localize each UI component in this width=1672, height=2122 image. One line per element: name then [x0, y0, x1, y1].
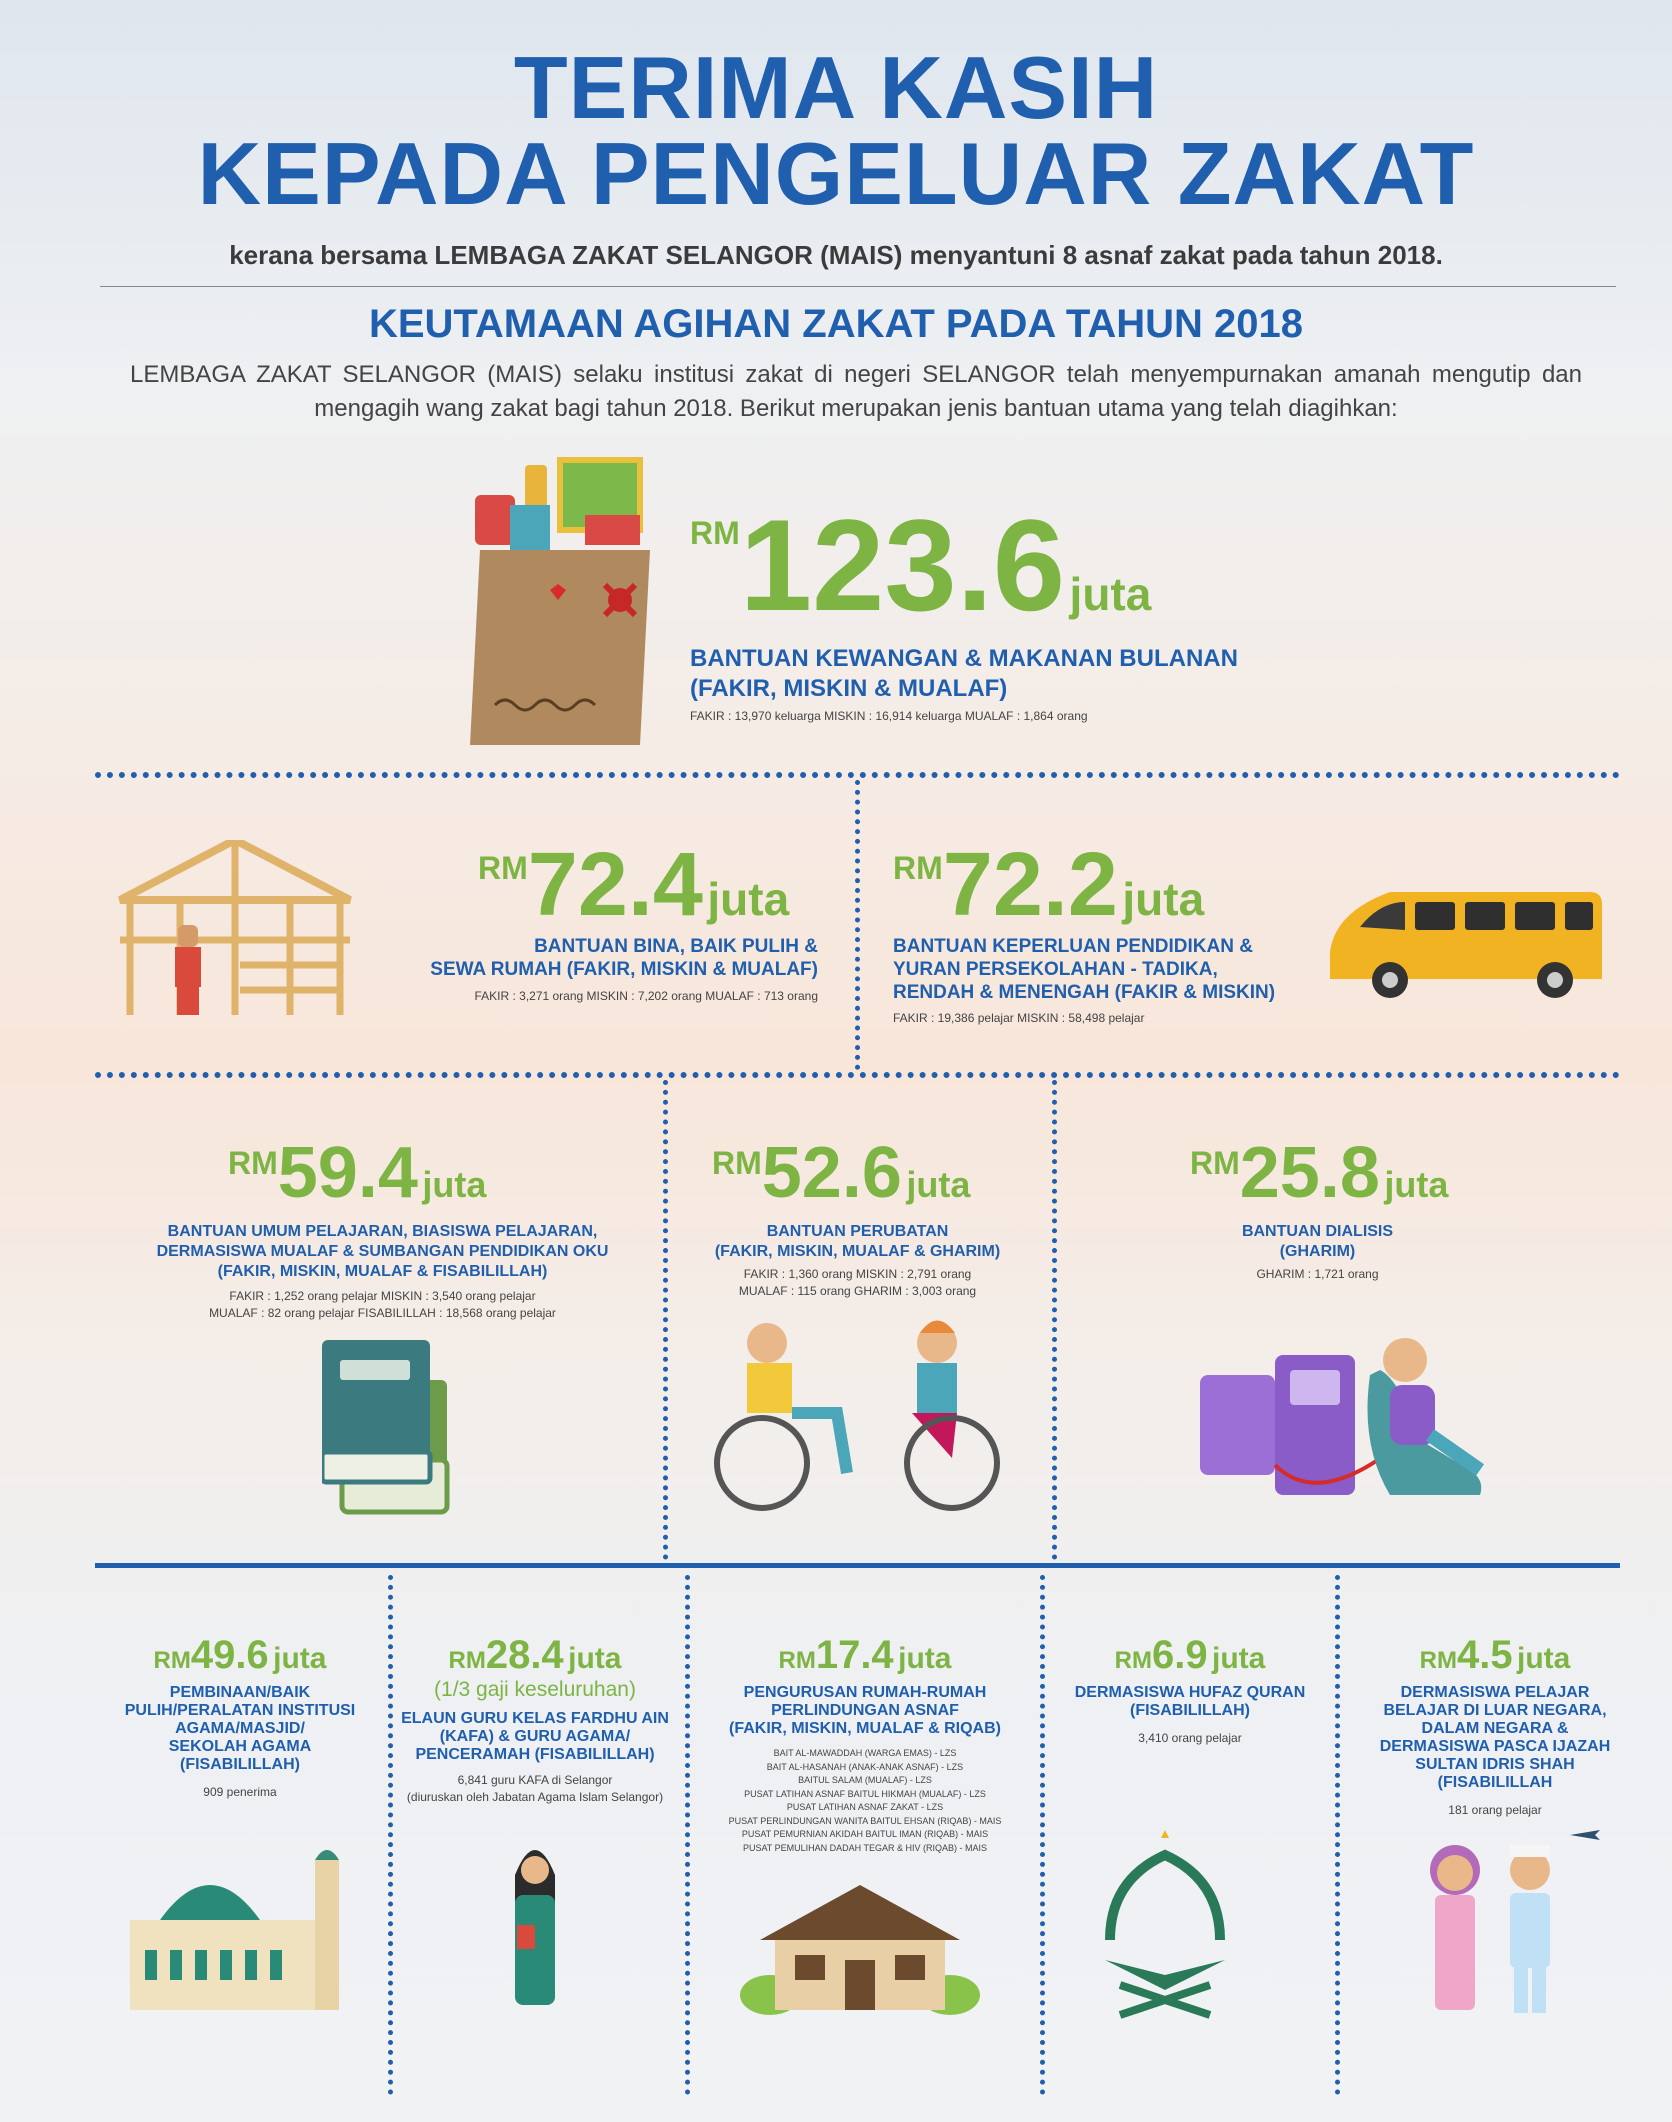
- shelter-homes-list: [700, 1747, 1030, 1855]
- amount-dialysis: RM25.8 juta: [1190, 1133, 1449, 1213]
- dotted-divider: [1052, 1080, 1057, 1560]
- currency-label: RM: [690, 515, 740, 551]
- subtitle: kerana bersama LEMBAGA ZAKAT SELANGOR (MAIS) menyantuni 8 asnaf zakat pada tahun 2018.: [229, 240, 1443, 270]
- title-line-1: TERIMA KASIH: [513, 38, 1159, 137]
- students-icon: [1410, 1825, 1610, 2020]
- dotted-divider: [1040, 1575, 1045, 2095]
- details-kafa: 6,841 guru KAFA di Selangor (diuruskan oleh Jabatan Agama Islam Selangor): [406, 1773, 664, 1804]
- dotted-divider: [95, 1072, 1620, 1078]
- teacher-icon: [505, 1835, 565, 2015]
- amount-medical: RM52.6 juta: [712, 1133, 971, 1213]
- amount-education-fees: RM72.2 juta: [893, 835, 1205, 935]
- label-religious: PEMBINAAN/BAIK PULIH/PERALATAN INSTITUSI AGAMA/MASJID/ SEKOLAH AGAMA (FISABILILLAH): [124, 1684, 356, 1773]
- label-scholarship: BANTUAN UMUM PELAJARAN, BIASISWA PELAJARAN, DERMASISWA MUALAF & SUMBANGAN PENDIDIKAN OKU (FAKIR, MISKIN, MUALAF & FISABILILLAH): [156, 1223, 609, 1280]
- amount-hufaz: RM6.9 juta: [1114, 1633, 1266, 1677]
- amount-value: 123.6: [739, 492, 1066, 638]
- grocery-bag-icon: [455, 455, 670, 745]
- list-item: PUSAT LATIHAN ASNAF ZAKAT - LZS: [786, 1802, 944, 1812]
- list-item: PUSAT PEMURNIAN AKIDAH BAITUL IMAN (RIQAB) - MAIS: [741, 1829, 989, 1839]
- label-education-fees: BANTUAN KEPERLUAN PENDIDIKAN & YURAN PERSEKOLAHAN - TADIKA, RENDAH & MENENGAH (FAKIR & MISKIN): [893, 936, 1276, 1003]
- details-overseas: 181 orang pelajar: [1448, 1803, 1542, 1817]
- amount-monthly: [690, 492, 1152, 638]
- books-icon: [322, 1340, 452, 1515]
- section-divider: [95, 1563, 1620, 1568]
- label-kafa: ELAUN GURU KELAS FARDHU AIN (KAFA) & GURU AGAMA/ PENCERAMAH (FISABILILLAH): [401, 1710, 669, 1763]
- details-housing: FAKIR : 3,271 orang MISKIN : 7,202 orang MUALAF : 713 orang: [474, 989, 818, 1003]
- school-van-icon: [1320, 882, 1620, 1002]
- list-item: BAIT AL-HASANAH (ANAK-ANAK ASNAF) - LZS: [766, 1761, 964, 1772]
- label-housing: BANTUAN BINA, BAIK PULIH & SEWA RUMAH (FAKIR, MISKIN & MUALAF): [430, 936, 818, 980]
- amount-religious: RM49.6 juta: [153, 1633, 327, 1677]
- label-medical: BANTUAN PERUBATAN (FAKIR, MISKIN, MUALAF & GHARIM): [714, 1223, 1001, 1260]
- intro-text: LEMBAGA ZAKAT SELANGOR (MAIS) selaku institusi zakat di negeri SELANGOR telah menyempurnakan amanah mengutip dan mengagih wang zakat bagi tahun 2018. Berikut merupakan jenis bantuan utama yang telah diagihkan:: [130, 361, 1582, 422]
- list-item: PUSAT LATIHAN ASNAF BAITUL HIKMAH (MUALAF) - LZS: [744, 1788, 986, 1799]
- dotted-divider: [95, 772, 1620, 778]
- list-item: BAIT AL-MAWADDAH (WARGA EMAS) - LZS: [773, 1748, 957, 1758]
- details-scholarship: FAKIR : 1,252 orang pelajar MISKIN : 3,540 orang pelajar MUALAF : 82 orang pelajar FISABILILLAH : 18,568 orang pelajar: [209, 1289, 556, 1320]
- list-item: PUSAT PEMULIHAN DADAH TEGAR & HIV (RIQAB) - MAIS: [742, 1842, 988, 1853]
- unit-label: juta: [1069, 568, 1152, 620]
- list-item: PUSAT PERLINDUNGAN WANITA BAITUL EHSAN (RIQAB) - MAIS: [728, 1815, 1002, 1826]
- dotted-divider: [1335, 1575, 1340, 2095]
- amount-overseas: RM4.5 juta: [1419, 1633, 1571, 1677]
- title-line-2: KEPADA PENGELUAR ZAKAT: [197, 124, 1475, 223]
- label-hufaz: DERMASISWA HUFAZ QURAN (FISABILILLAH): [1074, 1684, 1306, 1719]
- dotted-divider: [685, 1575, 690, 2095]
- details-monthly: FAKIR : 13,970 keluarga MISKIN : 16,914 keluarga MUALAF : 1,864 orang: [690, 709, 1088, 723]
- label-monthly: BANTUAN KEWANGAN & MAKANAN BULANAN (FAKIR, MISKIN & MUALAF): [690, 645, 1238, 702]
- label-shelter: PENGURUSAN RUMAH-RUMAH PERLINDUNGAN ASNAF (FAKIR, MISKIN, MUALAF & RIQAB): [729, 1684, 1001, 1737]
- label-overseas: DERMASISWA PELAJAR BELAJAR DI LUAR NEGARA, DALAM NEGARA & DERMASISWA PASCA IJAZAH SULTAN IDRIS SHAH (FISABILILLAH: [1379, 1684, 1611, 1791]
- quran-dome-icon: [1090, 1820, 1240, 2020]
- label-dialysis: BANTUAN DIALISIS (GHARIM): [1241, 1223, 1394, 1260]
- amount-housing: RM72.4 juta: [478, 835, 790, 935]
- dotted-divider: [388, 1575, 393, 2095]
- details-hufaz: 3,410 orang pelajar: [1138, 1731, 1242, 1745]
- amount-kafa: RM28.4 juta: [448, 1633, 622, 1677]
- dialysis-machine-icon: [1180, 1315, 1490, 1515]
- amount-shelter: RM17.4 juta: [778, 1633, 952, 1677]
- details-education-fees: FAKIR : 19,386 pelajar MISKIN : 58,498 pelajar: [893, 1011, 1145, 1025]
- list-item: BAITUL SALAM (MUALAF) - LZS: [798, 1775, 932, 1785]
- dotted-divider: [663, 1080, 668, 1560]
- mosque-icon: [130, 1840, 350, 2010]
- divider: [100, 286, 1616, 287]
- house-frame-icon: [100, 840, 375, 1020]
- details-medical: FAKIR : 1,360 orang MISKIN : 2,791 orang MUALAF : 115 orang GHARIM : 3,003 orang: [738, 1267, 977, 1298]
- dotted-divider: [855, 780, 860, 1070]
- details-religious: 909 penerima: [203, 1785, 277, 1799]
- details-dialysis: GHARIM : 1,721 orang: [1256, 1267, 1379, 1281]
- note-kafa: (1/3 gaji keseluruhan): [434, 1678, 636, 1701]
- shelter-house-icon: [740, 1885, 980, 2015]
- section-title: KEUTAMAAN AGIHAN ZAKAT PADA TAHUN 2018: [368, 302, 1304, 346]
- amount-scholarship: RM59.4 juta: [228, 1133, 487, 1213]
- wheelchair-users-icon: [712, 1318, 1012, 1513]
